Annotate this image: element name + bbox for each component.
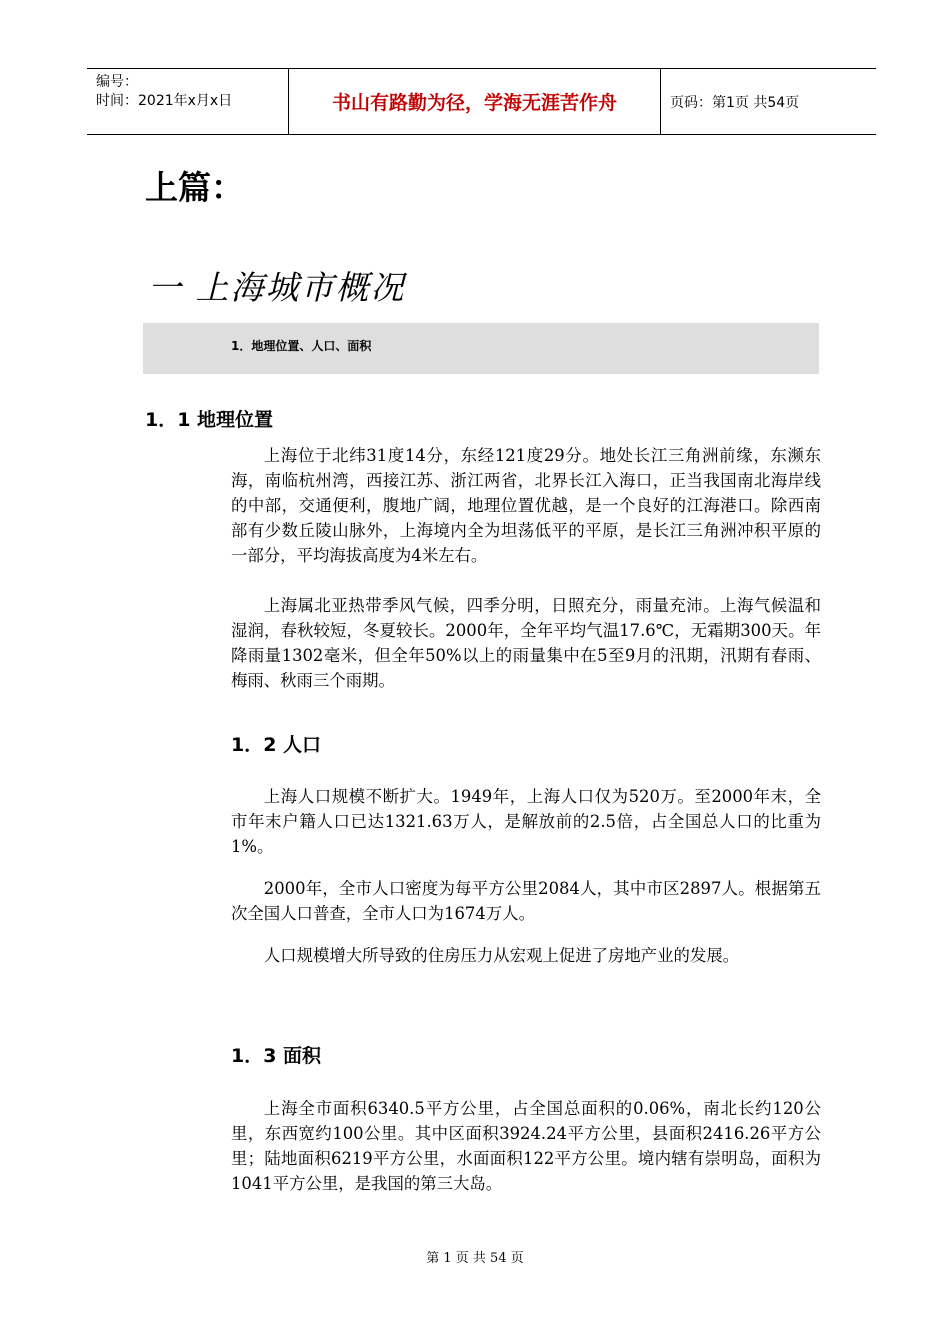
paragraph-population-3: 人口规模增大所导致的住房压力从宏观上促进了房地产业的发展。 bbox=[263, 946, 740, 965]
chapter-title: 一 上海城市概况 bbox=[148, 268, 406, 307]
header-meta bbox=[87, 69, 288, 134]
section-heading-population: 1．2 人口 bbox=[231, 734, 322, 756]
toc-band bbox=[143, 323, 819, 374]
paragraph-location-1: 上海位于北纬31度14分，东经121度29分。地处长江三角洲前缘，东濒东海，南临杭州湾，西接江苏、浙江两省，北界长江入海口，正当我国南北海岸线的中部，交通便利，腹地广阔，地理位置优越，是一个良好的江海港口。除西南部有少数丘陵山脉外，上海境内全为坦荡低平的平原，是长江三角洲冲积平原的一部分，平均海拔高度为4米左右。 bbox=[231, 446, 821, 565]
time-label: 时间：2021年x月x日 bbox=[96, 93, 233, 109]
toc-band-label: 1．地理位置、人口、面积 bbox=[231, 339, 372, 353]
paragraph-population-2: 2000年，全市人口密度为每平方公里2084人，其中市区2897人。根据第五次全国人口普查，全市人口为1674万人。 bbox=[231, 879, 821, 923]
section-heading-location: 1．1 地理位置 bbox=[145, 409, 274, 431]
paragraph-area-1: 上海全市面积6340.5平方公里，占全国总面积的0.06%，南北长约120公里，东西宽约100公里。其中区面积3924.24平方公里，县面积2416.26平方公里；陆地面积6219平方公里，水面面积122平方公里。境内辖有崇明岛，面积为1041平方公里，是我国的第三大岛。 bbox=[231, 1099, 821, 1193]
section-heading-area: 1．3 面积 bbox=[231, 1045, 322, 1067]
number-label: 编号： bbox=[96, 74, 138, 90]
paragraph-population-1: 上海人口规模不断扩大。1949年，上海人口仅为520万。至2000年末，全市年末户籍人口已达1321.63万人，是解放前的2.5倍，占全国总人口的比重为1%。 bbox=[231, 787, 821, 856]
header-page-label: 页码：第1页 共54页 bbox=[670, 94, 800, 111]
page-footer: 第 1 页 共 54 页 bbox=[426, 1251, 524, 1266]
header-motto: 书山有路勤为径，学海无涯苦作舟 bbox=[288, 69, 661, 134]
paragraph-location-2: 上海属北亚热带季风气候，四季分明，日照充分，雨量充沛。上海气候温和湿润，春秋较短，冬夏较长。2000年，全年平均气温17.6℃，无霜期300天。年降雨量1302毫米，但全年50%以上的雨量集中在5至9月的汛期，汛期有春雨、梅雨、秋雨三个雨期。 bbox=[231, 596, 821, 690]
part-title: 上篇： bbox=[145, 168, 244, 207]
page-header bbox=[87, 68, 876, 135]
